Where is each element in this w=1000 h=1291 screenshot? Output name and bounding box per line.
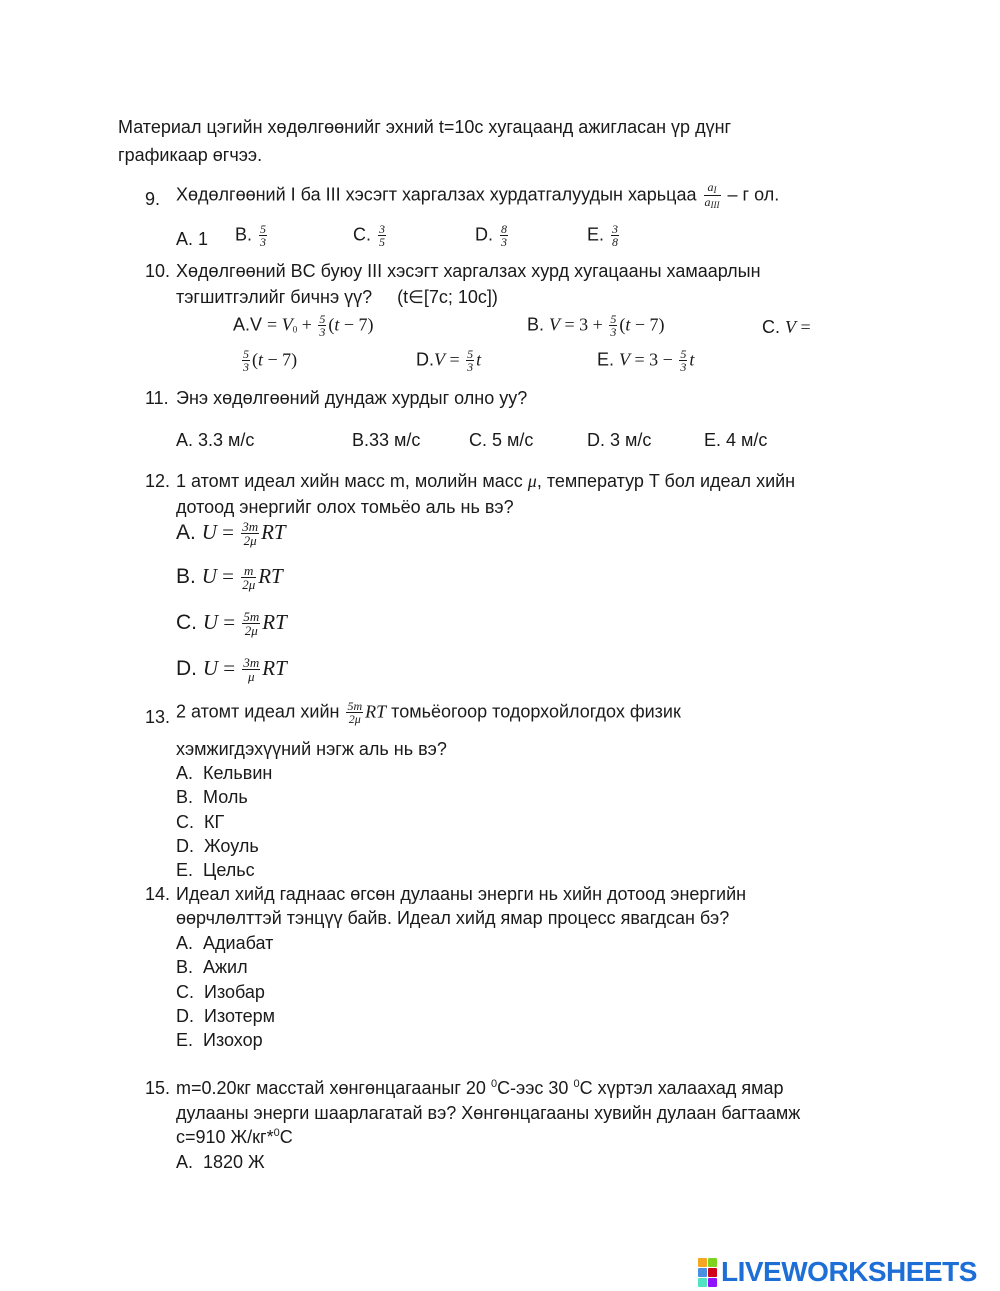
q13-number: 13.	[145, 707, 171, 727]
q12-option-a[interactable]: A. U = $\frac{3m}{2\mu}$ RT	[176, 519, 286, 548]
q13-option-a[interactable]: A. Кельвин	[176, 763, 273, 783]
liveworksheets-logo	[698, 1256, 977, 1288]
q9-option-d[interactable]: D. $\frac{8}{3}$	[475, 222, 508, 249]
q14-option-a[interactable]: A. Адиабат	[176, 933, 274, 953]
q12-line-2: дотоод энергийг олох томьёо аль нь вэ?	[176, 497, 514, 517]
logo-mark-icon	[698, 1258, 717, 1287]
q15-line-2: дулааны энерги шаарлагатай вэ? Хөнгөнцагааны хувийн дулаан багтаамж	[176, 1103, 801, 1123]
q10-option-c-cont: $\frac{5}{3}$ (t − 7)	[243, 347, 298, 374]
q10-line-2: тэгшитгэлийг бичнэ үү? (t∈[7с; 10с])	[176, 287, 498, 307]
q9-option-c[interactable]: C. $\frac{3}{5}$	[353, 222, 386, 249]
q10-number: 10.	[145, 261, 171, 281]
q11-option-a[interactable]: A. 3.3 м/с	[176, 430, 255, 450]
q9-option-b[interactable]: B. $\frac{5}{3}$	[235, 222, 267, 249]
q14-line-1: Идеал хийд гаднаас өгсөн дулааны энерги нь хийн дотоод энергийн	[176, 884, 747, 904]
q11-option-e[interactable]: E. 4 м/с	[704, 430, 768, 450]
q9-suffix: – г ол.	[727, 184, 780, 205]
q14-option-e[interactable]: E. Изохор	[176, 1030, 263, 1050]
logo-text: LIVEWORKSHEETS	[721, 1256, 977, 1287]
logo-tile	[708, 1278, 717, 1287]
q15-option-a[interactable]: A. 1820 Ж	[176, 1152, 265, 1172]
q12-number: 12.	[145, 471, 171, 491]
q11-number: 11.	[145, 388, 169, 408]
logo-tile	[698, 1268, 707, 1277]
logo-tile	[698, 1258, 707, 1267]
q12-line-1: 1 атомт идеал хийн масс m, молийн масс μ, температур T бол идеал хийн	[176, 471, 796, 491]
q9-ratio-fraction: $\frac{a_I}{a_{III}}$	[704, 180, 720, 210]
q14-option-b[interactable]: B. Ажил	[176, 957, 248, 977]
q10-option-c[interactable]: C. V =	[762, 317, 811, 337]
q9-option-a[interactable]: A. 1	[176, 229, 209, 249]
q12-option-c[interactable]: C. U = $\frac{5m}{2\mu}$ RT	[176, 609, 287, 638]
q9-text	[176, 181, 779, 210]
q10-line-1: Хөдөлгөөний BC буюу III хэсэгт харгалзах хурд хугацааны хамаарлын	[176, 261, 761, 281]
logo-tile	[708, 1268, 717, 1277]
q14-number: 14.	[145, 884, 171, 904]
q9-question: Хөдөлгөөний I ба III хэсэгт харгалзах хурдатгалуудын харьцаа	[176, 184, 697, 205]
logo-tile	[708, 1258, 717, 1267]
q12-option-d[interactable]: D. U = $\frac{3m}{\mu}$ RT	[176, 655, 287, 684]
q13-option-e[interactable]: E. Цельс	[176, 860, 255, 880]
q15-line-1: m=0.20кг масстай хөнгөнцагааныг 20 $^0$С-ээс 30 $^0$С хүртэл халаахад ямар	[176, 1078, 784, 1098]
intro-line-2: графикаар өгчээ.	[118, 145, 263, 165]
q13-option-b[interactable]: B. Моль	[176, 787, 248, 807]
q12-option-b[interactable]: B. U = $\frac{m}{2\mu}$ RT	[176, 563, 283, 592]
intro-line-1: Материал цэгийн хөдөлгөөнийг эхний t=10с хугацаанд ажигласан үр дүнг	[118, 117, 732, 137]
q15-number: 15.	[145, 1078, 171, 1098]
q11-option-b[interactable]: B.33 м/с	[352, 430, 421, 450]
q14-option-d[interactable]: D. Изотерм	[176, 1006, 276, 1026]
q10-option-e[interactable]: E. V = 3 − $\frac{5}{3}$ t	[597, 347, 695, 374]
q11-option-d[interactable]: D. 3 м/с	[587, 430, 652, 450]
q14-option-c[interactable]: C. Изобар	[176, 982, 265, 1002]
q10-option-b[interactable]: B. V = 3 + $\frac{5}{3}$ (t − 7)	[527, 312, 665, 339]
q11-option-c[interactable]: C. 5 м/с	[469, 430, 534, 450]
q10-option-a[interactable]: $A.V = V_0$ + $\frac{5}{3}$ (t − 7)	[233, 312, 374, 339]
q10-option-d[interactable]: D.V = $\frac{5}{3}$ t	[416, 347, 482, 374]
q11-text: Энэ хөдөлгөөний дундаж хурдыг олно уу?	[176, 388, 528, 408]
q13-line-2: хэмжигдэхүүний нэгж аль нь вэ?	[176, 739, 447, 759]
q15-line-3: c=910 Ж/кг*$^0$С	[176, 1127, 293, 1147]
q14-line-2: өөрчлөлттэй тэнцүү байв. Идеал хийд ямар процесс явагдсан бэ?	[176, 908, 730, 928]
q13-option-d[interactable]: D. Жоуль	[176, 836, 259, 856]
q9-number: 9.	[145, 189, 161, 209]
q9-option-e[interactable]: E. $\frac{3}{8}$	[587, 222, 619, 249]
logo-tile	[698, 1278, 707, 1287]
q13-option-c[interactable]: C. КГ	[176, 812, 225, 832]
q13-line-1: 2 атомт идеал хийн $\frac{5m}{2\mu}$ RT томьёогоор тодорхойлогдох физик	[176, 699, 681, 726]
